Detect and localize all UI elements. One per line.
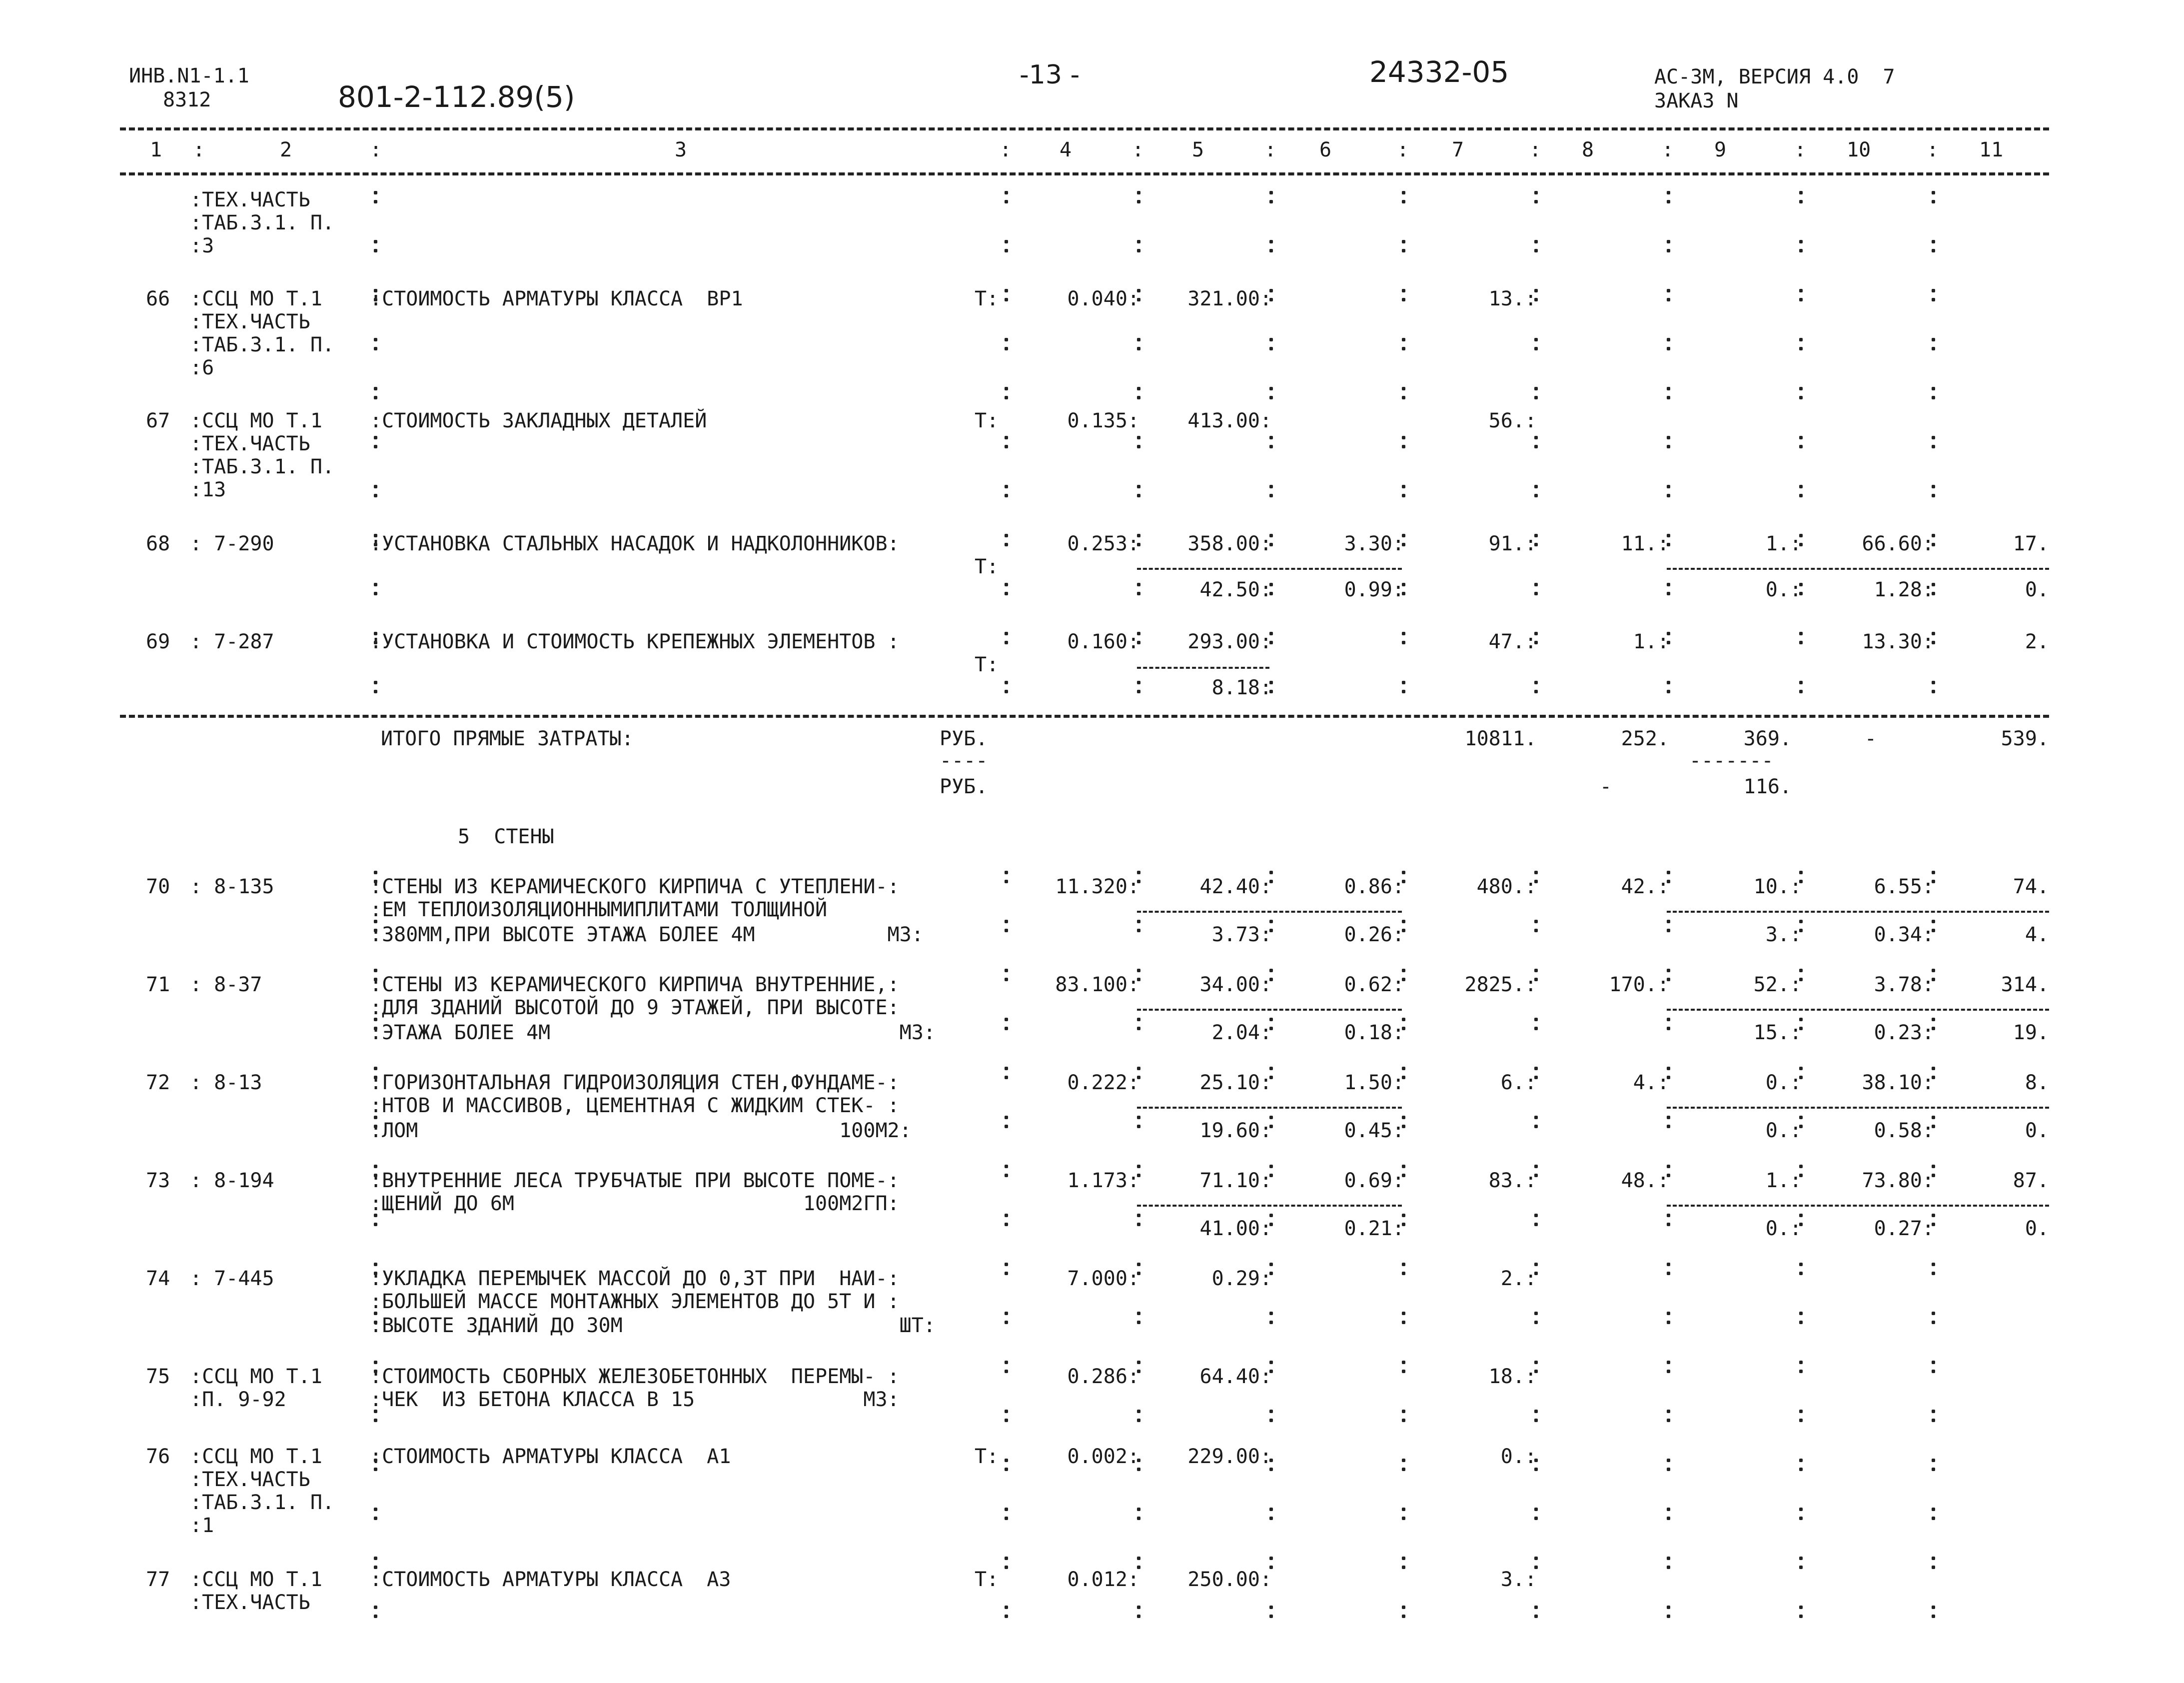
row-72-col11-sub: 0. [2025,1119,2049,1142]
row-73-col5-sub: 41.00: [1199,1217,1272,1240]
row-71-col7: 2825.: [1464,973,1537,996]
row-77-unit: Т: [975,1568,999,1591]
row-71-col5: 34.00: [1199,973,1272,996]
totals-col9-separator: ------- [1689,749,1774,772]
row-70-col8: 42.: [1621,875,1669,898]
row-70-col10: 6.55: [1874,875,1934,898]
row-71-code: : 8-37 [190,973,262,996]
row-74-description: :БОЛЬШЕЙ МАССЕ МОНТАЖНЫХ ЭЛЕМЕНТОВ ДО 5Т И : [370,1290,900,1313]
row-66-col4: 0.040: [1067,287,1139,310]
col-header-8: 8 [1582,138,1594,161]
section-heading: 5 СТЕНЫ [458,825,554,848]
totals-col9: 369. [1743,727,1792,750]
row-72-code: : 8-13 [190,1071,262,1094]
row-66-code: :6 [190,356,214,379]
row-68-col8: 11.: [1621,532,1669,555]
row-75-number: 75 [146,1365,170,1388]
row-66-number: 66 [146,287,170,310]
totals-unit: РУБ. [940,727,988,750]
col-sep: : [1000,138,1012,161]
row-72-col4: 0.222: [1067,1071,1139,1094]
row-76-unit: Т: [975,1445,999,1468]
row-73-col10: 73.80: [1862,1169,1934,1192]
totals-unit-separator: ---- [940,749,988,772]
header-rule-bottom [120,172,2049,175]
row-70-col4: 11.320: [1055,875,1139,898]
row-73-col9-sub: 0.: [1765,1217,1802,1240]
row-70-col5-sub: 3.73: [1211,923,1272,946]
row-69-col10: 13.30: [1862,630,1934,653]
col-sep: : [1132,138,1144,161]
row-71-col5-sub: 2.04: [1211,1021,1272,1044]
row-74-col7: 2.: [1500,1267,1537,1290]
col-sep: : [1927,138,1939,161]
row-68-col6: 3.30: [1344,532,1404,555]
row-70-description: :380ММ,ПРИ ВЫСОТЕ ЭТАЖА БОЛЕЕ 4М М3: [370,923,924,946]
row-67-unit: Т: [975,409,999,432]
row-69-description: :УСТАНОВКА И СТОИМОСТЬ КРЕПЕЖНЫХ ЭЛЕМЕНТОВ : [370,630,900,653]
row-73-col6-sub: 0.21: [1344,1217,1404,1240]
row-68-col5-sub: 42.50: [1199,578,1272,601]
row-69-col11: 2. [2025,630,2049,653]
row-70-description: :ЕМ ТЕПЛОИЗОЛЯЦИОННЫМИПЛИТАМИ ТОЛЩИНОЙ [370,898,828,921]
col-sep: : [370,138,382,161]
row-75-description: :СТОИМОСТЬ СБОРНЫХ ЖЕЛЕЗОБЕТОННЫХ ПЕРЕМЫ- : [370,1365,900,1388]
row-77-code: :ССЦ МО Т.1 [190,1568,322,1591]
row-72-col8: 4.: [1633,1071,1669,1094]
header-rule-top [120,127,2049,130]
row-71-subrule [1667,1009,2049,1011]
row-71-col9-sub: 15.: [1753,1021,1802,1044]
row-70-description: :СТЕНЫ ИЗ КЕРАМИЧЕСКОГО КИРПИЧА С УТЕПЛЕНИ-: [370,875,900,898]
row-68-col11-sub: 0. [2025,578,2049,601]
row-72-col11: 8. [2025,1071,2049,1094]
row-74-code: : 7-445 [190,1267,274,1290]
row-73-code: : 8-194 [190,1169,274,1192]
row-74-col5: 0.29: [1211,1267,1272,1290]
row-69-unit: Т: [975,653,999,676]
row-70-col11-sub: 4. [2025,923,2049,946]
row-75-code: :ССЦ МО Т.1 [190,1365,322,1388]
inventory-code: 8312 [163,88,211,111]
row-67-col5: 413.00: [1187,409,1272,432]
row-cont-code: :3 [190,234,214,257]
row-66-col5: 321.00: [1187,287,1272,310]
row-72-col10: 38.10: [1862,1071,1934,1094]
row-71-col8: 170.: [1609,973,1669,996]
row-68-subrule [1667,568,2049,570]
col-sep: : [1662,138,1674,161]
order-label: ЗАКАЗ N [1654,89,1739,112]
system-version: АС-3М, ВЕРСИЯ 4.0 7 [1654,65,1895,88]
row-68-description: :УСТАНОВКА СТАЛЬНЫХ НАСАДОК И НАДКОЛОННИКОВ: [370,532,900,555]
row-76-col4: 0.002: [1067,1445,1139,1468]
row-72-col6: 1.50: [1344,1071,1404,1094]
row-69-col4: 0.160: [1067,630,1139,653]
col-header-11: 11 [1979,138,2004,161]
row-66-code: :ТАБ.3.1. П. [190,333,334,356]
col-header-2: 2 [280,138,292,161]
row-73-col4: 1.173: [1067,1169,1139,1192]
row-73-col8: 48.: [1621,1169,1669,1192]
row-77-col5: 250.00: [1187,1568,1272,1591]
row-66-code: :ССЦ МО Т.1 [190,287,322,310]
row-70-code: : 8-135 [190,875,274,898]
row-69-subrule [1137,667,1269,669]
row-70-col9: 10.: [1753,875,1802,898]
row-68-col10: 66.60: [1862,532,1934,555]
col-sep: : [1794,138,1807,161]
totals-col11: 539. [2001,727,2049,750]
totals-unit-2: РУБ. [940,775,988,798]
row-68-col11: 17. [2013,532,2049,555]
row-72-col6-sub: 0.45: [1344,1119,1404,1142]
row-71-description: :СТЕНЫ ИЗ КЕРАМИЧЕСКОГО КИРПИЧА ВНУТРЕННИЕ,: [370,973,900,996]
row-69-code: : 7-287 [190,630,274,653]
row-cont-code: :ТАБ.3.1. П. [190,211,334,234]
row-69-number: 69 [146,630,170,653]
row-68-number: 68 [146,532,170,555]
row-73-col5: 71.10: [1199,1169,1272,1192]
row-69-col8: 1.: [1633,630,1669,653]
row-72-col9: 0.: [1765,1071,1802,1094]
row-76-col5: 229.00: [1187,1445,1272,1468]
row-71-number: 71 [146,973,170,996]
row-70-col9-sub: 3.: [1765,923,1802,946]
col-sep: : [1264,138,1277,161]
col-header-3: 3 [675,138,687,161]
row-73-subrule [1667,1205,2049,1207]
row-75-col4: 0.286: [1067,1365,1139,1388]
row-76-description: :СТОИМОСТЬ АРМАТУРЫ КЛАССА А1 [370,1445,731,1468]
row-68-col10-sub: 1.28: [1874,578,1934,601]
row-67-code: :ТАБ.3.1. П. [190,455,334,478]
row-76-number: 76 [146,1445,170,1468]
row-73-col11: 87. [2013,1169,2049,1192]
row-67-description: :СТОИМОСТЬ ЗАКЛАДНЫХ ДЕТАЛЕЙ [370,409,707,432]
row-75-col5: 64.40: [1199,1365,1272,1388]
row-72-col9-sub: 0.: [1765,1119,1802,1142]
row-66-unit: Т: [975,287,999,310]
col-header-10: 10 [1847,138,1871,161]
row-70-col11: 74. [2013,875,2049,898]
row-73-col11-sub: 0. [2025,1217,2049,1240]
row-76-code: :ССЦ МО Т.1 [190,1445,322,1468]
row-76-code: :ТЕХ.ЧАСТЬ [190,1468,310,1491]
row-71-col10-sub: 0.23: [1874,1021,1934,1044]
row-72-description: :ГОРИЗОНТАЛЬНАЯ ГИДРОИЗОЛЯЦИЯ СТЕН,ФУНДАМЕ-: [370,1071,900,1094]
row-72-col5-sub: 19.60: [1199,1119,1272,1142]
row-71-col4: 83.100: [1055,973,1139,996]
row-73-col10-sub: 0.27: [1874,1217,1934,1240]
row-67-code: :ССЦ МО Т.1 [190,409,322,432]
row-73-description: :ЩЕНИЙ ДО 6М 100М2ГП: [370,1192,900,1215]
totals-col8: 252. [1621,727,1669,750]
row-73-col9: 1.: [1765,1169,1802,1192]
row-71-description: :ЭТАЖА БОЛЕЕ 4М М3: [370,1021,936,1044]
row-66-col7: 13.: [1488,287,1537,310]
row-74-description: :ВЫСОТЕ ЗДАНИЙ ДО 30М ШТ: [370,1314,936,1337]
row-70-col5: 42.40: [1199,875,1272,898]
row-73-subrule [1137,1205,1402,1207]
row-67-code: :13 [190,478,226,501]
row-68-col9: 1.: [1765,532,1802,555]
col-header-1: 1 [150,138,162,161]
totals-label: ИТОГО ПРЯМЫЕ ЗАТРАТЫ: [381,727,634,750]
row-67-col4: 0.135: [1067,409,1139,432]
row-73-number: 73 [146,1169,170,1192]
col-sep: : [1397,138,1409,161]
totals-col7: 10811. [1464,727,1537,750]
row-73-col7: 83.: [1488,1169,1537,1192]
row-77-number: 77 [146,1568,170,1591]
row-68-subrule [1137,568,1402,570]
row-68-col5: 358.00: [1187,532,1272,555]
row-75-description: :ЧЕК ИЗ БЕТОНА КЛАССА В 15 М3: [370,1388,900,1411]
totals-col8-sub: - [1599,775,1612,798]
row-72-col5: 25.10: [1199,1071,1272,1094]
row-68-unit: Т: [975,555,999,578]
row-69-col5-sub: 8.18: [1211,676,1272,699]
row-70-col7: 480.: [1476,875,1537,898]
row-68-col9-sub: 0.: [1765,578,1802,601]
row-70-col6: 0.86: [1344,875,1404,898]
row-68-col4: 0.253: [1067,532,1139,555]
row-66-code: :ТЕХ.ЧАСТЬ [190,310,310,333]
row-72-description: :НТОВ И МАССИВОВ, ЦЕМЕНТНАЯ С ЖИДКИМ СТЕК- : [370,1094,900,1117]
row-77-col7: 3.: [1500,1568,1537,1591]
row-71-description: :ДЛЯ ЗДАНИЙ ВЫСОТОЙ ДО 9 ЭТАЖЕЙ, ПРИ ВЫСОТЕ: [370,996,900,1019]
row-67-code: :ТЕХ.ЧАСТЬ [190,432,310,455]
row-74-col4: 7.000: [1067,1267,1139,1290]
row-70-subrule [1137,911,1402,913]
totals-col10: - [1864,727,1877,750]
row-76-col7: 0.: [1500,1445,1537,1468]
row-69-col5: 293.00: [1187,630,1272,653]
row-72-subrule [1667,1107,2049,1109]
row-71-subrule [1137,1009,1402,1011]
row-71-col6: 0.62: [1344,973,1404,996]
row-71-col10: 3.78: [1874,973,1934,996]
col-header-6: 6 [1319,138,1332,161]
row-72-description: :ЛОМ 100М2: [370,1119,912,1142]
row-69-col7: 47.: [1488,630,1537,653]
row-77-description: :СТОИМОСТЬ АРМАТУРЫ КЛАССА А3 [370,1568,731,1591]
document-number: 24332-05 [1369,55,1509,89]
row-76-code: :1 [190,1514,214,1537]
row-67-col7: 56.: [1488,409,1537,432]
col-header-7: 7 [1452,138,1464,161]
row-70-col6-sub: 0.26: [1344,923,1404,946]
row-73-description: :ВНУТРЕННИЕ ЛЕСА ТРУБЧАТЫЕ ПРИ ВЫСОТЕ ПОМЕ-: [370,1169,900,1192]
row-74-description: :УКЛАДКА ПЕРЕМЫЧЕК МАССОЙ ДО 0,3Т ПРИ НАИ-: [370,1267,900,1290]
totals-col9-sub: 116. [1743,775,1792,798]
project-number: 801-2-112.89(5) [338,80,575,114]
col-header-9: 9 [1714,138,1727,161]
row-75-col7: 18.: [1488,1365,1537,1388]
row-77-col4: 0.012: [1067,1568,1139,1591]
row-70-number: 70 [146,875,170,898]
totals-rule [120,715,2049,718]
row-70-col10-sub: 0.34: [1874,923,1934,946]
row-76-code: :ТАБ.3.1. П. [190,1491,334,1514]
row-73-col6: 0.69: [1344,1169,1404,1192]
row-75-code: :П. 9-92 [190,1388,286,1411]
row-68-col6-sub: 0.99: [1344,578,1404,601]
row-72-col7: 6.: [1500,1071,1537,1094]
col-sep: : [1529,138,1542,161]
row-66-description: :СТОИМОСТЬ АРМАТУРЫ КЛАССА ВР1 [370,287,743,310]
row-cont-code: :ТЕХ.ЧАСТЬ [190,188,310,211]
row-72-number: 72 [146,1071,170,1094]
row-71-col11: 314. [2001,973,2049,996]
row-77-code: :ТЕХ.ЧАСТЬ [190,1591,310,1614]
col-header-5: 5 [1192,138,1204,161]
row-71-col6-sub: 0.18: [1344,1021,1404,1044]
row-72-col10-sub: 0.58: [1874,1119,1934,1142]
row-68-code: : 7-290 [190,532,274,555]
row-72-subrule [1137,1107,1402,1109]
row-71-col11-sub: 19. [2013,1021,2049,1044]
row-68-col7: 91.: [1488,532,1537,555]
inventory-number: ИНВ.N1-1.1 [129,64,249,87]
row-67-number: 67 [146,409,170,432]
row-74-number: 74 [146,1267,170,1290]
row-71-col9: 52.: [1753,973,1802,996]
col-header-separators: : [193,138,205,161]
col-header-4: 4 [1060,138,1072,161]
row-70-subrule [1667,911,2049,913]
page-number: -13 - [1020,60,1080,90]
